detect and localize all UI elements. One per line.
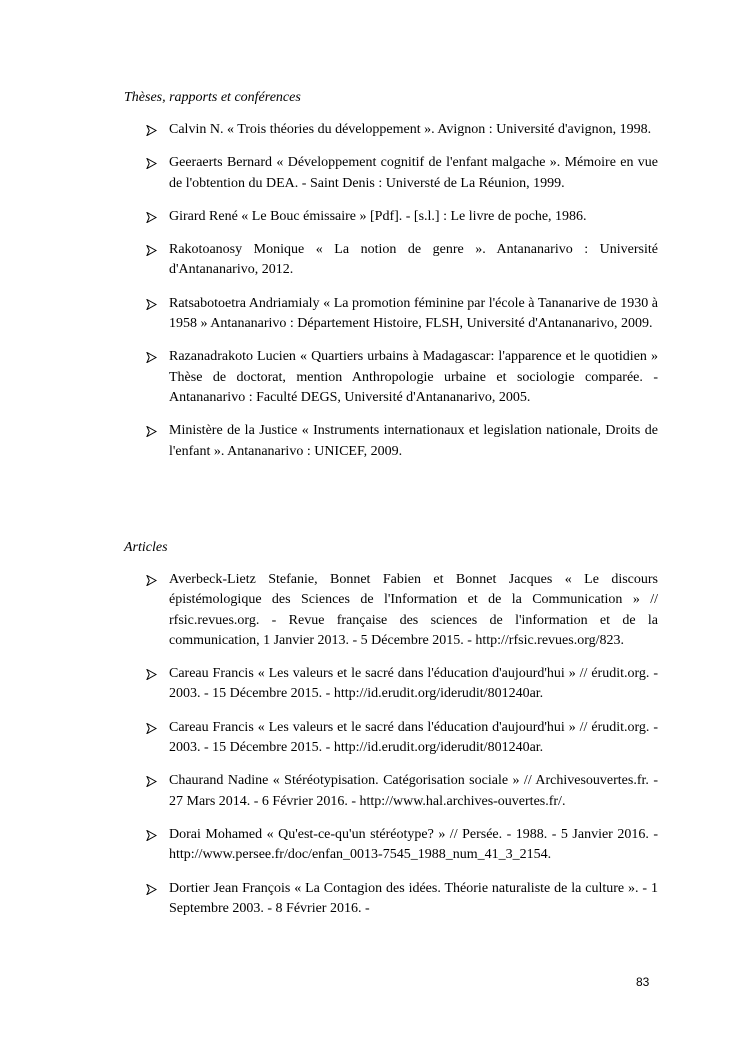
reference-text: Dorai Mohamed « Qu'est-ce-qu'un stéréotype? » // Persée. - 1988. - 5 Janvier 2016. - http://www.persee.fr/doc/enfan_0013-7545_1988_num_41_3_2154. xyxy=(169,826,658,863)
arrow-bullet-icon xyxy=(146,240,160,260)
arrow-bullet-icon xyxy=(146,718,160,738)
arrow-bullet-icon xyxy=(146,771,160,791)
reference-text: Razanadrakoto Lucien « Quartiers urbains à Madagascar: l'apparence et le quotidien » Thèse de doctorat, mention Anthropologie urbaine et sociologie comparée. - Antananarivo : Faculté DEGS, Université d'Antananarivo, 2005. xyxy=(169,349,658,405)
section-heading-theses: Thèses, rapports et conférences xyxy=(124,90,301,105)
reference-text: Calvin N. « Trois théories du développement ». Avignon : Université d'avignon, 1998. xyxy=(169,122,652,137)
reference-text: Ratsabotoetra Andriamialy « La promotion féminine par l'école à Tananarive de 1930 à 1958 » Antananarivo : Département Histoire, FLSH, Université d'Antananarivo, 2009. xyxy=(169,295,658,332)
arrow-bullet-icon xyxy=(146,207,160,227)
reference-entry xyxy=(146,207,658,227)
arrow-bullet-icon xyxy=(146,347,160,367)
page-number: 83 xyxy=(636,975,650,989)
reference-text: Rakotoanosy Monique « La notion de genre ». Antananarivo : Université d'Antananarivo, 2012. xyxy=(169,242,658,278)
reference-text: Chaurand Nadine « Stéréotypisation. Catégorisation sociale » // Archivesouvertes.fr. - 27 Mars 2014. - 6 Février 2016. - http://www.hal.archives-ouvertes.fr/. xyxy=(169,773,658,809)
reference-entry xyxy=(146,421,658,462)
arrow-bullet-icon xyxy=(146,879,160,899)
reference-text: Careau Francis « Les valeurs et le sacré dans l'éducation d'aujourd'hui » // érudit.org. - 2003. - 15 Décembre 2015. - http://id.erudit.org/iderudit/801240ar. xyxy=(169,666,658,702)
reference-entry xyxy=(146,120,658,140)
reference-entry xyxy=(146,240,658,281)
arrow-bullet-icon xyxy=(146,153,160,173)
arrow-bullet-icon xyxy=(146,570,160,590)
arrow-bullet-icon xyxy=(146,825,160,845)
reference-text: Girard René « Le Bouc émissaire » [Pdf]. - [s.l.] : Le livre de poche, 1986. xyxy=(169,208,587,224)
reference-entry xyxy=(146,771,658,812)
reference-entry xyxy=(146,294,658,335)
arrow-bullet-icon xyxy=(146,294,160,314)
arrow-bullet-icon xyxy=(146,421,160,441)
articles-reference-list xyxy=(146,570,658,932)
theses-reference-list xyxy=(146,120,658,475)
reference-entry xyxy=(146,570,658,651)
reference-entry xyxy=(146,153,658,194)
reference-entry xyxy=(146,664,658,705)
reference-entry xyxy=(146,718,658,759)
reference-text: Averbeck-Lietz Stefanie, Bonnet Fabien et Bonnet Jacques « Le discours épistémologique des Sciences de l'Information et de la Communication » // rfsic.revues.org. - Revue française des sciences de l'information et de la communication, 1 Janvier 2013. - 5 Décembre 2015. - http://rfsic.revues.org/823. xyxy=(169,572,658,648)
reference-entry xyxy=(146,879,658,920)
section-heading-articles: Articles xyxy=(124,540,168,555)
arrow-bullet-icon xyxy=(146,664,160,684)
arrow-bullet-icon xyxy=(146,120,160,140)
reference-text: Geeraerts Bernard « Développement cognitif de l'enfant malgache ». Mémoire en vue de l'obtention du DEA. - Saint Denis : Universté de La Réunion, 1999. xyxy=(169,155,658,191)
reference-entry xyxy=(146,825,658,866)
reference-text: Ministère de la Justice « Instruments internationaux et legislation nationale, Droits de l'enfant ». Antananarivo : UNICEF, 2009. xyxy=(169,423,658,459)
reference-entry xyxy=(146,347,658,408)
reference-text: Careau Francis « Les valeurs et le sacré dans l'éducation d'aujourd'hui » // érudit.org. - 2003. - 15 Décembre 2015. - http://id.erudit.org/iderudit/801240ar. xyxy=(169,719,658,756)
reference-text: Dortier Jean François « La Contagion des idées. Théorie naturaliste de la culture ». - 1 Septembre 2003. - 8 Février 2016. - xyxy=(169,880,658,916)
